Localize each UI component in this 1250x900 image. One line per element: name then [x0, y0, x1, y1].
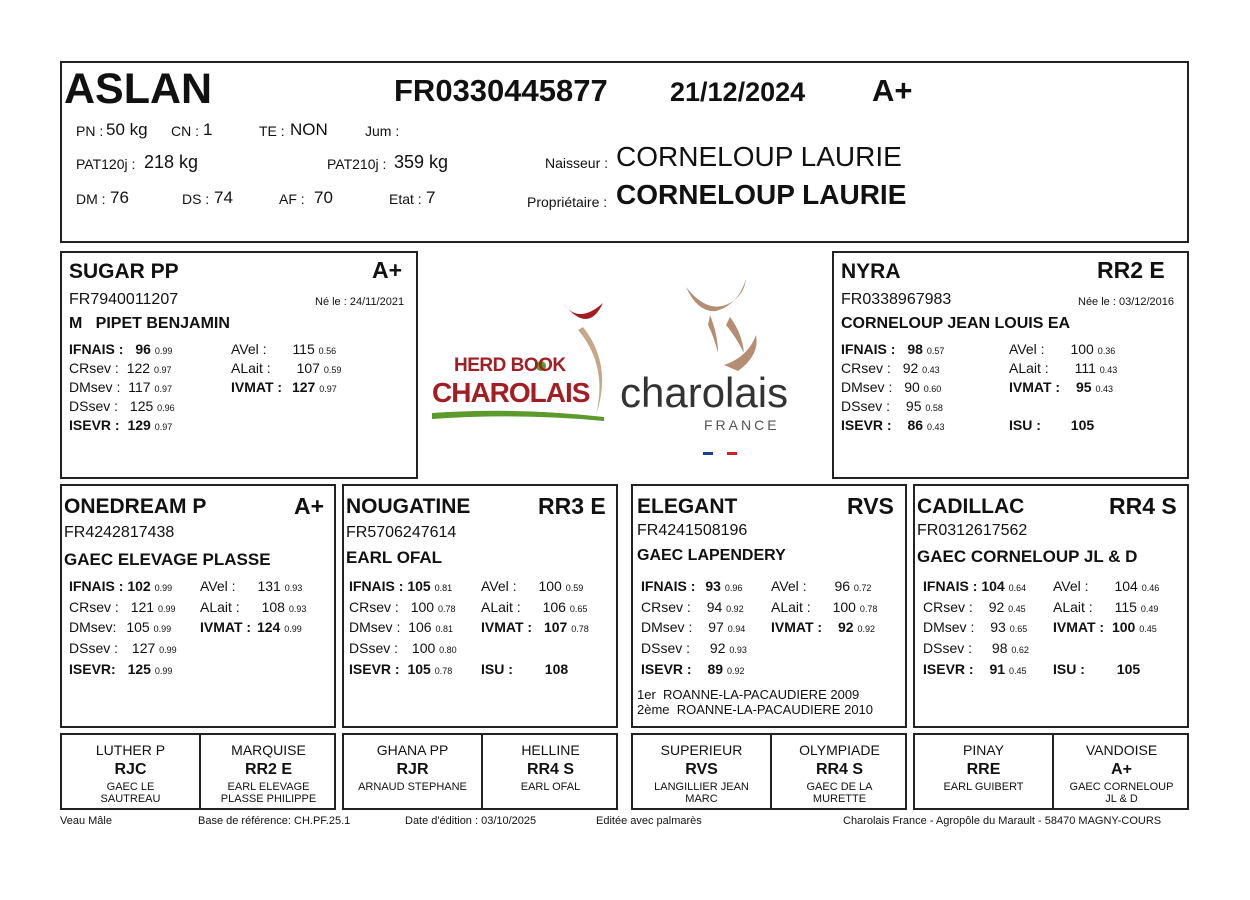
grandparent-id: FR4242817438: [64, 524, 175, 541]
pat120-value: 218 kg: [144, 152, 199, 172]
cn-value: 1: [203, 120, 213, 139]
dam-name: NYRA: [841, 260, 901, 283]
sire-grade: A+: [372, 257, 403, 283]
gp-crsev: CRsev : 92 0.45: [923, 599, 1026, 615]
gp-isevr: ISEVR : 89 0.92: [641, 661, 745, 677]
grandparent-panel: [913, 484, 1189, 728]
footer-edition-date: Date d'édition : 03/10/2025: [405, 815, 537, 827]
te-label: TE :: [259, 123, 285, 139]
footer-address: Charolais France - Agropôle du Marault - 58470 MAGNY-COURS: [843, 815, 1162, 827]
af-label: AF :: [279, 191, 305, 207]
ggp-grade: RR2 E: [244, 761, 293, 778]
dam-birth: Née le : 03/12/2016: [1078, 296, 1175, 308]
sire-owner: M PIPET BENJAMIN: [69, 315, 230, 332]
great-grandparent-cell: [201, 735, 336, 808]
sire-ifnais: IFNAIS : 96 0.99: [69, 341, 173, 357]
palmares-line: 2ème ROANNE-LA-PACAUDIERE 2010: [637, 702, 874, 717]
ggp-grade: RJC: [114, 761, 147, 778]
gp-avel: AVel : 96 0.72: [771, 578, 872, 594]
great-grandparent-pair: [342, 733, 618, 810]
ggp-owner: EARL GUIBERT: [943, 781, 1024, 793]
grandparent-name: ONEDREAM P: [64, 495, 207, 518]
dam-owner: CORNELOUP JEAN LOUIS EA: [841, 315, 1071, 332]
te-value: NON: [290, 120, 328, 139]
ggp-owner: EARL OFAL: [520, 781, 581, 793]
great-grandparent-cell: [483, 735, 618, 808]
great-grandparent-pair: [913, 733, 1189, 810]
af-value: 70: [314, 188, 333, 207]
great-grandparent-cell: [633, 735, 770, 808]
footer-palmares-note: Editée avec palmarès: [596, 815, 702, 827]
gp-isevr: ISEVR : 105 0.78: [349, 661, 453, 677]
gp-crsev: CRsev : 94 0.92: [641, 599, 744, 615]
gp-alait: ALait : 115 0.49: [1053, 599, 1159, 615]
grandparent-grade: RVS: [847, 493, 894, 519]
naisseur-label: Naisseur :: [545, 155, 609, 171]
dam-dmsev: DMsev : 90 0.60: [841, 379, 942, 395]
grandparent-panel: [60, 484, 336, 728]
gp-ifnais: IFNAIS : 105 0.81: [349, 578, 453, 594]
grandparent-grade: RR4 S: [1109, 493, 1177, 519]
sire-ivmat: IVMAT : 127 0.97: [231, 379, 337, 395]
ggp-name: MARQUISE: [231, 742, 306, 758]
gp-ivmat: IVMAT : 107 0.78: [481, 619, 589, 635]
gp-avel: AVel : 100 0.59: [481, 578, 584, 594]
gp-dssev: DSsev : 98 0.62: [923, 640, 1029, 656]
ggp-name: PINAY: [963, 742, 1004, 758]
gp-dmsev: DMsev : 106 0.81: [349, 619, 454, 635]
tricolor-icon: [703, 442, 739, 445]
gp-ivmat: IVMAT : 92 0.92: [771, 619, 875, 635]
ggp-name: HELLINE: [521, 742, 580, 758]
proprietaire-value: CORNELOUP LAURIE: [616, 179, 907, 210]
ds-value: 74: [214, 188, 233, 207]
sire-crsev: CRsev : 122 0.97: [69, 360, 172, 376]
gp-dssev: DSsev : 100 0.80: [349, 640, 457, 656]
gp-isu: ISU : 108: [481, 661, 569, 677]
grandparent-name: NOUGATINE: [346, 495, 471, 518]
sire-avel: AVel : 115 0.56: [231, 341, 337, 357]
gp-alait: ALait : 106 0.65: [481, 599, 588, 615]
dam-panel: [832, 251, 1189, 479]
ggp-owner: LANGILLIER JEAN MARC: [654, 781, 749, 805]
animal-id: FR0330445877: [394, 73, 608, 108]
palmares-line: 1er ROANNE-LA-PACAUDIERE 2009: [637, 687, 860, 702]
dam-grade: RR2 E: [1097, 257, 1165, 283]
gp-isevr: ISEVR: 125 0.99: [69, 661, 173, 677]
gp-ivmat: IVMAT : 100 0.45: [1053, 619, 1157, 635]
sire-name: SUGAR PP: [69, 260, 179, 283]
gp-alait: ALait : 100 0.78: [771, 599, 878, 615]
grandparent-name: CADILLAC: [917, 495, 1025, 518]
ggp-grade: RVS: [685, 761, 718, 778]
herdbook-main-text: CHAROLAIS: [432, 377, 590, 408]
gp-avel: AVel : 131 0.93: [200, 578, 303, 594]
ggp-owner: GAEC LE SAUTREAU: [100, 781, 161, 805]
gp-dssev: DSsev : 127 0.99: [69, 640, 177, 656]
herdbook-top-text: HERD BOOK: [454, 355, 566, 376]
ggp-name: LUTHER P: [95, 742, 166, 758]
gp-avel: AVel : 104 0.46: [1053, 578, 1160, 594]
grandparent-id: FR5706247614: [346, 524, 457, 541]
grandparent-panel: [342, 484, 618, 728]
ds-label: DS :: [182, 191, 210, 207]
ggp-owner: ARNAUD STEPHANE: [358, 781, 467, 793]
naisseur-value: CORNELOUP LAURIE: [616, 141, 902, 172]
bull-horns-icon: [618, 275, 828, 375]
gp-ifnais: IFNAIS : 104 0.64: [923, 578, 1027, 594]
sire-isevr: ISEVR : 129 0.97: [69, 417, 173, 433]
cn-label: CN :: [171, 123, 199, 139]
great-grandparent-cell: [772, 735, 907, 808]
grandparent-owner: GAEC LAPENDERY: [637, 547, 786, 564]
grandparent-owner: GAEC CORNELOUP JL & D: [917, 547, 1138, 566]
great-grandparent-pair: [631, 733, 907, 810]
animal-name: ASLAN: [64, 65, 213, 113]
gp-dmsev: DMsev : 93 0.65: [923, 619, 1028, 635]
dm-value: 76: [110, 188, 129, 207]
sire-birth: Né le : 24/11/2021: [315, 296, 405, 308]
grandparent-name: ELEGANT: [637, 495, 738, 518]
gp-dssev: DSsev : 92 0.93: [641, 640, 747, 656]
ggp-grade: RRE: [966, 761, 1001, 778]
pat120-label: PAT120j :: [76, 156, 136, 172]
dam-isevr: ISEVR : 86 0.43: [841, 417, 945, 433]
gp-ifnais: IFNAIS : 102 0.99: [69, 578, 173, 594]
ggp-owner: GAEC DE LA MURETTE: [806, 781, 873, 805]
jum-label: Jum :: [365, 123, 400, 139]
sire-panel: [60, 251, 418, 479]
grandparent-owner: EARL OFAL: [346, 548, 443, 567]
great-grandparent-cell: [1054, 735, 1189, 808]
proprietaire-label: Propriétaire :: [527, 194, 608, 210]
ggp-grade: RR4 S: [815, 761, 864, 778]
ggp-name: OLYMPIADE: [799, 742, 880, 758]
footer-sex: Veau Mâle: [60, 815, 112, 827]
dam-isu: ISU : 105: [1009, 417, 1095, 433]
dam-alait: ALait : 111 0.43: [1009, 360, 1118, 376]
ggp-grade: RJR: [396, 761, 429, 778]
pat210-value: 359 kg: [394, 152, 449, 172]
sire-dmsev: DMsev : 117 0.97: [69, 379, 172, 395]
ggp-grade: A+: [1111, 761, 1132, 778]
footer-base: Base de référence: CH.PF.25.1: [198, 815, 351, 827]
dam-id: FR0338967983: [841, 291, 952, 308]
grandparent-grade: RR3 E: [538, 493, 606, 519]
pat210-label: PAT210j :: [327, 156, 387, 172]
dam-dssev: DSsev : 95 0.58: [841, 398, 943, 414]
ggp-name: VANDOISE: [1085, 742, 1158, 758]
dam-ivmat: IVMAT : 95 0.43: [1009, 379, 1113, 395]
great-grandparent-cell: [344, 735, 481, 808]
sire-alait: ALait : 107 0.59: [231, 360, 342, 376]
pn-value: 50 kg: [106, 120, 148, 139]
gp-isu: ISU : 105: [1053, 661, 1141, 677]
great-grandparent-cell: [915, 735, 1052, 808]
great-grandparent-cell: [62, 735, 199, 808]
ggp-grade: RR4 S: [526, 761, 575, 778]
animal-date: 21/12/2024: [670, 77, 806, 107]
ggp-owner: GAEC CORNELOUP JL & D: [1069, 781, 1174, 805]
gp-dmsev: DMsev: 105 0.99: [69, 619, 172, 635]
sire-dssev: DSsev : 125 0.96: [69, 398, 175, 414]
gp-dmsev: DMsev : 97 0.94: [641, 619, 746, 635]
animal-header: [60, 61, 1189, 243]
grandparent-panel: [631, 484, 907, 728]
gp-crsev: CRsev : 121 0.99: [69, 599, 176, 615]
gp-crsev: CRsev : 100 0.78: [349, 599, 456, 615]
gp-ifnais: IFNAIS : 93 0.96: [641, 578, 743, 594]
great-grandparent-pair: [60, 733, 336, 810]
gp-isevr: ISEVR : 91 0.45: [923, 661, 1027, 677]
etat-value: 7: [426, 188, 436, 207]
pn-label: PN :: [76, 123, 104, 139]
ggp-name: SUPERIEUR: [660, 742, 743, 758]
dam-crsev: CRsev : 92 0.43: [841, 360, 940, 376]
dm-label: DM :: [76, 191, 106, 207]
grandparent-grade: A+: [294, 493, 325, 519]
france-text: FRANCE: [704, 417, 780, 433]
ggp-owner: EARL ELEVAGE PLASSE PHILIPPE: [220, 781, 317, 805]
animal-grade: A+: [872, 73, 913, 108]
gp-ivmat: IVMAT : 124 0.99: [200, 619, 302, 635]
grandparent-owner: GAEC ELEVAGE PLASSE: [64, 550, 271, 569]
ggp-name: GHANA PP: [376, 742, 449, 758]
gp-alait: ALait : 108 0.93: [200, 599, 307, 615]
sire-id: FR7940011207: [69, 291, 179, 308]
charolais-text: charolais: [620, 369, 789, 416]
grandparent-id: FR0312617562: [917, 522, 1028, 539]
grandparent-id: FR4241508196: [637, 522, 748, 539]
etat-label: Etat :: [389, 191, 422, 207]
dam-ifnais: IFNAIS : 98 0.57: [841, 341, 945, 357]
dam-avel: AVel : 100 0.36: [1009, 341, 1116, 357]
charolais-france-logo: [618, 275, 828, 450]
herdbook-logo: [428, 295, 618, 425]
